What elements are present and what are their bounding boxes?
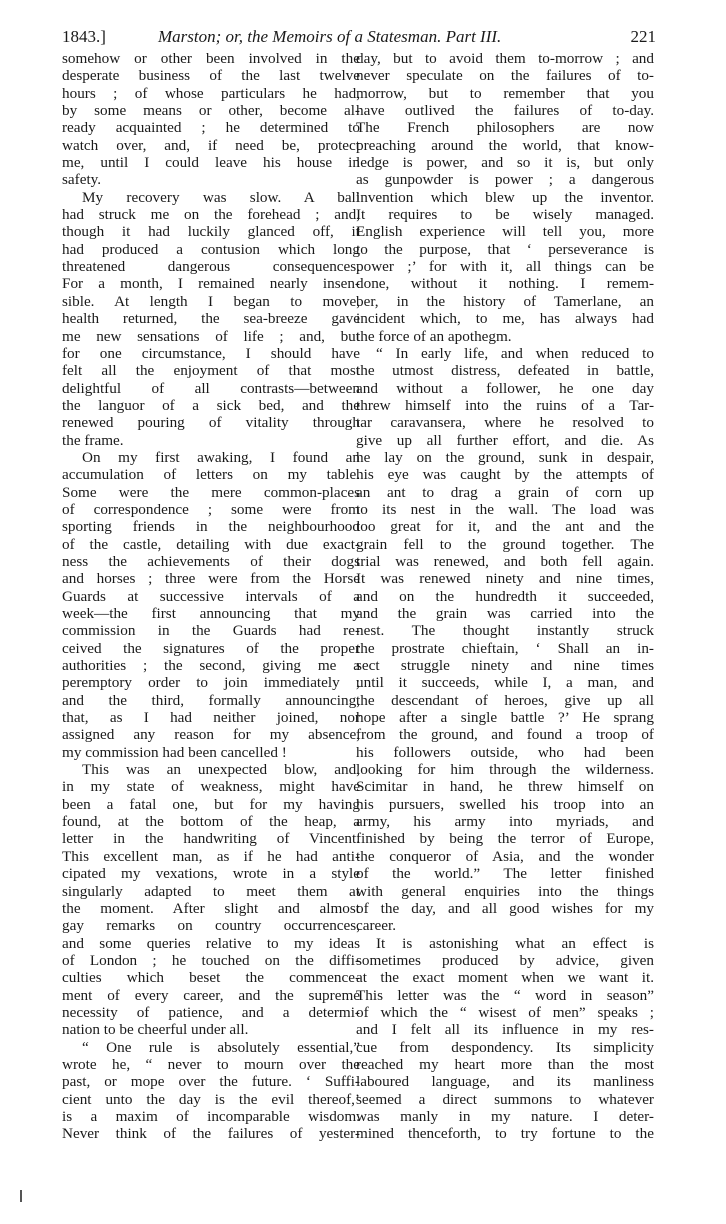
text-line: peremptory order to join immediately ; — [62, 674, 360, 692]
text-line: invention which blew up the inventor. — [356, 188, 654, 206]
text-line: and without a follower, he one day — [356, 379, 654, 397]
left-column — [62, 50, 360, 1143]
text-line: the utmost distress, defeated in battle, — [356, 362, 654, 380]
text-line: singularly adapted to meet them at — [62, 882, 360, 900]
text-line: This was an unexpected blow, and, — [82, 761, 360, 779]
text-line: and the grain was carried into the — [356, 605, 654, 622]
text-line: his eye was caught by the attempts of — [356, 466, 654, 484]
text-line: renewed pouring of vitality through — [62, 414, 360, 432]
text-line: that, as I had neither joined, nor — [62, 709, 360, 727]
text-line: accumulation of letters on my table. — [62, 466, 360, 484]
text-line: ber, in the history of Tamerlane, an — [356, 292, 654, 310]
text-line: desperate business of the last twelve — [62, 67, 360, 85]
text-line: the descendant of heroes, give up all — [356, 691, 654, 709]
text-line: mined thenceforth, to try fortune to the — [356, 1125, 654, 1143]
text-line: On my first awaking, I found an — [82, 448, 360, 466]
text-line: looking for him through the wilderness. — [356, 761, 654, 779]
text-line: day, but to avoid them to-morrow ; and — [356, 50, 654, 67]
text-line: sect struggle ninety and nine times — [356, 657, 654, 675]
text-line: by some means or other, become al- — [62, 102, 360, 120]
text-line: found, at the bottom of the heap, a — [62, 813, 360, 831]
text-line: laboured language, and its manliness — [356, 1073, 654, 1091]
text-line: morrow, but to remember that you — [356, 84, 654, 102]
text-line: ceived the signatures of the proper — [62, 639, 360, 657]
text-line: the frame. — [62, 431, 124, 449]
text-line: though it had luckily glanced off, it — [62, 223, 360, 241]
text-line: Some were the mere common-places — [62, 483, 360, 501]
text-line: he lay on the ground, sunk in despair, — [356, 448, 654, 466]
text-line: cipated my vexations, wrote in a style — [62, 865, 360, 883]
text-line: seemed a direct summons to whatever — [356, 1090, 654, 1108]
text-line: for one circumstance, I should have — [62, 344, 360, 362]
page-number: 221 — [630, 27, 656, 46]
text-line: preaching around the world, that know- — [356, 136, 654, 154]
text-line: necessity of patience, and a determi- — [62, 1003, 360, 1021]
text-line: commission in the Guards had re- — [62, 622, 360, 640]
text-line: English experience will tell you, more — [356, 223, 654, 241]
text-line: an ant to drag a grain of corn up — [356, 483, 654, 501]
text-line: my commission had been cancelled ! — [62, 743, 287, 761]
text-line: watch over, and, if need be, protect — [62, 136, 360, 154]
text-line: hours ; of whose particulars he had, — [62, 84, 360, 102]
text-line: have outlived the failures of to-day. — [356, 102, 654, 120]
text-line: and the third, formally announcing, — [62, 691, 360, 709]
text-line: give up all further effort, and die. As — [356, 431, 654, 449]
text-line: of the world.” The letter finished — [356, 865, 654, 883]
text-line: and on the hundredth it succeeded, — [356, 587, 654, 605]
text-line: of correspondence ; some were from — [62, 500, 360, 518]
text-line: trial was renewed, and both fell again. — [356, 552, 654, 570]
text-line: ready acquainted ; he determined to — [62, 119, 360, 137]
running-header — [62, 26, 658, 48]
text-line: of the castle, detailing with due exact- — [62, 535, 360, 553]
text-line: of London ; he touched on the diffi- — [62, 951, 360, 969]
text-line: of the day, and all good wishes for my — [356, 899, 654, 917]
text-line: incident which, to me, has always had — [356, 310, 654, 328]
text-line: at the exact moment when we want it. — [356, 969, 654, 987]
text-line: authorities ; the second, giving me a — [62, 657, 360, 675]
text-line: past, or mope over the future. ‘ Suffi- — [62, 1073, 360, 1091]
text-line: had struck me on the forehead ; and, — [62, 206, 360, 224]
text-line: as gunpowder is power ; a dangerous — [356, 171, 654, 189]
text-line: had produced a contusion which long — [62, 240, 360, 258]
text-line: Scimitar in hand, he threw himself on — [356, 778, 654, 796]
text-line: Never think of the failures of yester- — [62, 1125, 360, 1143]
text-line: threatened dangerous consequences. — [62, 258, 360, 276]
text-line: wrote he, “ never to mourn over the — [62, 1055, 360, 1073]
right-column — [356, 50, 654, 1143]
text-line: felt all the enjoyment of that most — [62, 362, 360, 380]
text-line: culties which beset the commence- — [62, 969, 360, 987]
text-line: sometimes produced by advice, given — [356, 951, 654, 969]
text-line: the languor of a sick bed, and the — [62, 396, 360, 414]
text-line: ledge is power, and so it is, but only — [356, 154, 654, 172]
text-line: cient unto the day is the evil thereof,’ — [62, 1090, 360, 1108]
text-line: This letter was the “ word in season” — [356, 986, 654, 1004]
text-line: and some queries relative to my ideas — [62, 934, 360, 952]
text-line: army, his army into myriads, and — [356, 813, 654, 831]
text-line: My recovery was slow. A ball — [82, 188, 360, 206]
text-line: me new sensations of life ; and, but — [62, 327, 360, 345]
text-line: week—the first announcing that my — [62, 605, 360, 622]
text-line: to the purpose, that ‘ perseverance is — [356, 240, 654, 258]
text-line: too great for it, and the ant and the — [356, 518, 654, 536]
text-line: was manly in my nature. I deter- — [356, 1107, 654, 1125]
text-line: to its nest in the wall. The load was — [356, 500, 654, 518]
text-line: This excellent man, as if he had anti- — [62, 847, 360, 865]
text-line: It is astonishing what an effect is — [376, 934, 654, 952]
text-line: in my state of weakness, might have — [62, 778, 360, 796]
text-line: power ;’ for with it, all things can be — [356, 258, 654, 276]
header-title: Marston; or, the Memoirs of a Statesman. Part III. — [158, 27, 502, 46]
text-line: nest. The thought instantly struck — [356, 622, 654, 640]
text-line: “ In early life, and when reduced to — [376, 344, 654, 362]
text-line: the prostrate chieftain, ‘ Shall an in- — [356, 639, 654, 657]
text-line: safety. — [62, 171, 102, 189]
text-line: been a fatal one, but for my having — [62, 795, 360, 813]
header-year: 1843.] — [62, 27, 106, 46]
text-line: his pursuers, swelled his troop into an — [356, 795, 654, 813]
text-line: the moment. After slight and almost — [62, 899, 360, 917]
text-line: delightful of all contrasts—between — [62, 379, 360, 397]
text-line: tar caravansera, where he resolved to — [356, 414, 654, 432]
text-line: with general enquiries into the things — [356, 882, 654, 900]
text-line: health returned, the sea-breeze gave — [62, 310, 360, 328]
text-line: nation to be cheerful under all. — [62, 1021, 249, 1039]
text-line: ment of every career, and the supreme — [62, 986, 360, 1004]
text-line: the force of an apothegm. — [356, 327, 512, 345]
text-line: For a month, I remained nearly insen- — [62, 275, 360, 293]
text-line: sporting friends in the neighbourhood — [62, 518, 360, 536]
text-line: threw himself into the ruins of a Tar- — [356, 396, 654, 414]
text-line: The French philosophers are now — [356, 119, 654, 137]
text-line: letter in the handwriting of Vincent. — [62, 830, 360, 848]
text-line: from the ground, and found a troop of — [356, 726, 654, 744]
text-line: cue from despondency. Its simplicity — [356, 1038, 654, 1056]
text-line: never speculate on the failures of to- — [356, 67, 654, 85]
text-line: me, until I could leave his house in — [62, 154, 360, 172]
text-line: until it succeeds, while I, a man, and — [356, 674, 654, 692]
text-line: his followers outside, who had been — [356, 743, 654, 761]
text-line: Guards at successive intervals of a — [62, 587, 360, 605]
text-line: reached my heart more than the most — [356, 1055, 654, 1073]
text-line: It requires to be wisely managed. — [356, 206, 654, 224]
text-line: gay remarks on country occurrences, — [62, 917, 360, 935]
text-line: career. — [356, 917, 397, 935]
text-line: sible. At length I began to move, — [62, 292, 360, 310]
text-line: finished by being the terror of Europe, — [356, 830, 654, 848]
text-line: ness the achievements of their dogs — [62, 552, 360, 570]
text-line: hope after a single battle ?’ He sprang — [356, 709, 654, 727]
text-line: and I felt all its influence in my res- — [356, 1021, 654, 1039]
text-line: is a maxim of incomparable wisdom. — [62, 1107, 360, 1125]
text-line: It was renewed ninety and nine times, — [356, 570, 654, 588]
text-line: grain fell to the ground together. The — [356, 535, 654, 553]
text-line: and horses ; three were from the Horse — [62, 570, 360, 588]
text-line: “ One rule is absolutely essential,” — [82, 1038, 360, 1056]
text-line: assigned any reason for my absence, — [62, 726, 360, 744]
text-line: the conqueror of Asia, and the wonder — [356, 847, 654, 865]
scan-artifact — [20, 1190, 22, 1202]
text-line: done, without it nothing. I remem- — [356, 275, 654, 293]
text-line: of which the “ wisest of men” speaks ; — [356, 1003, 654, 1021]
text-line: somehow or other been involved in the — [62, 50, 360, 67]
